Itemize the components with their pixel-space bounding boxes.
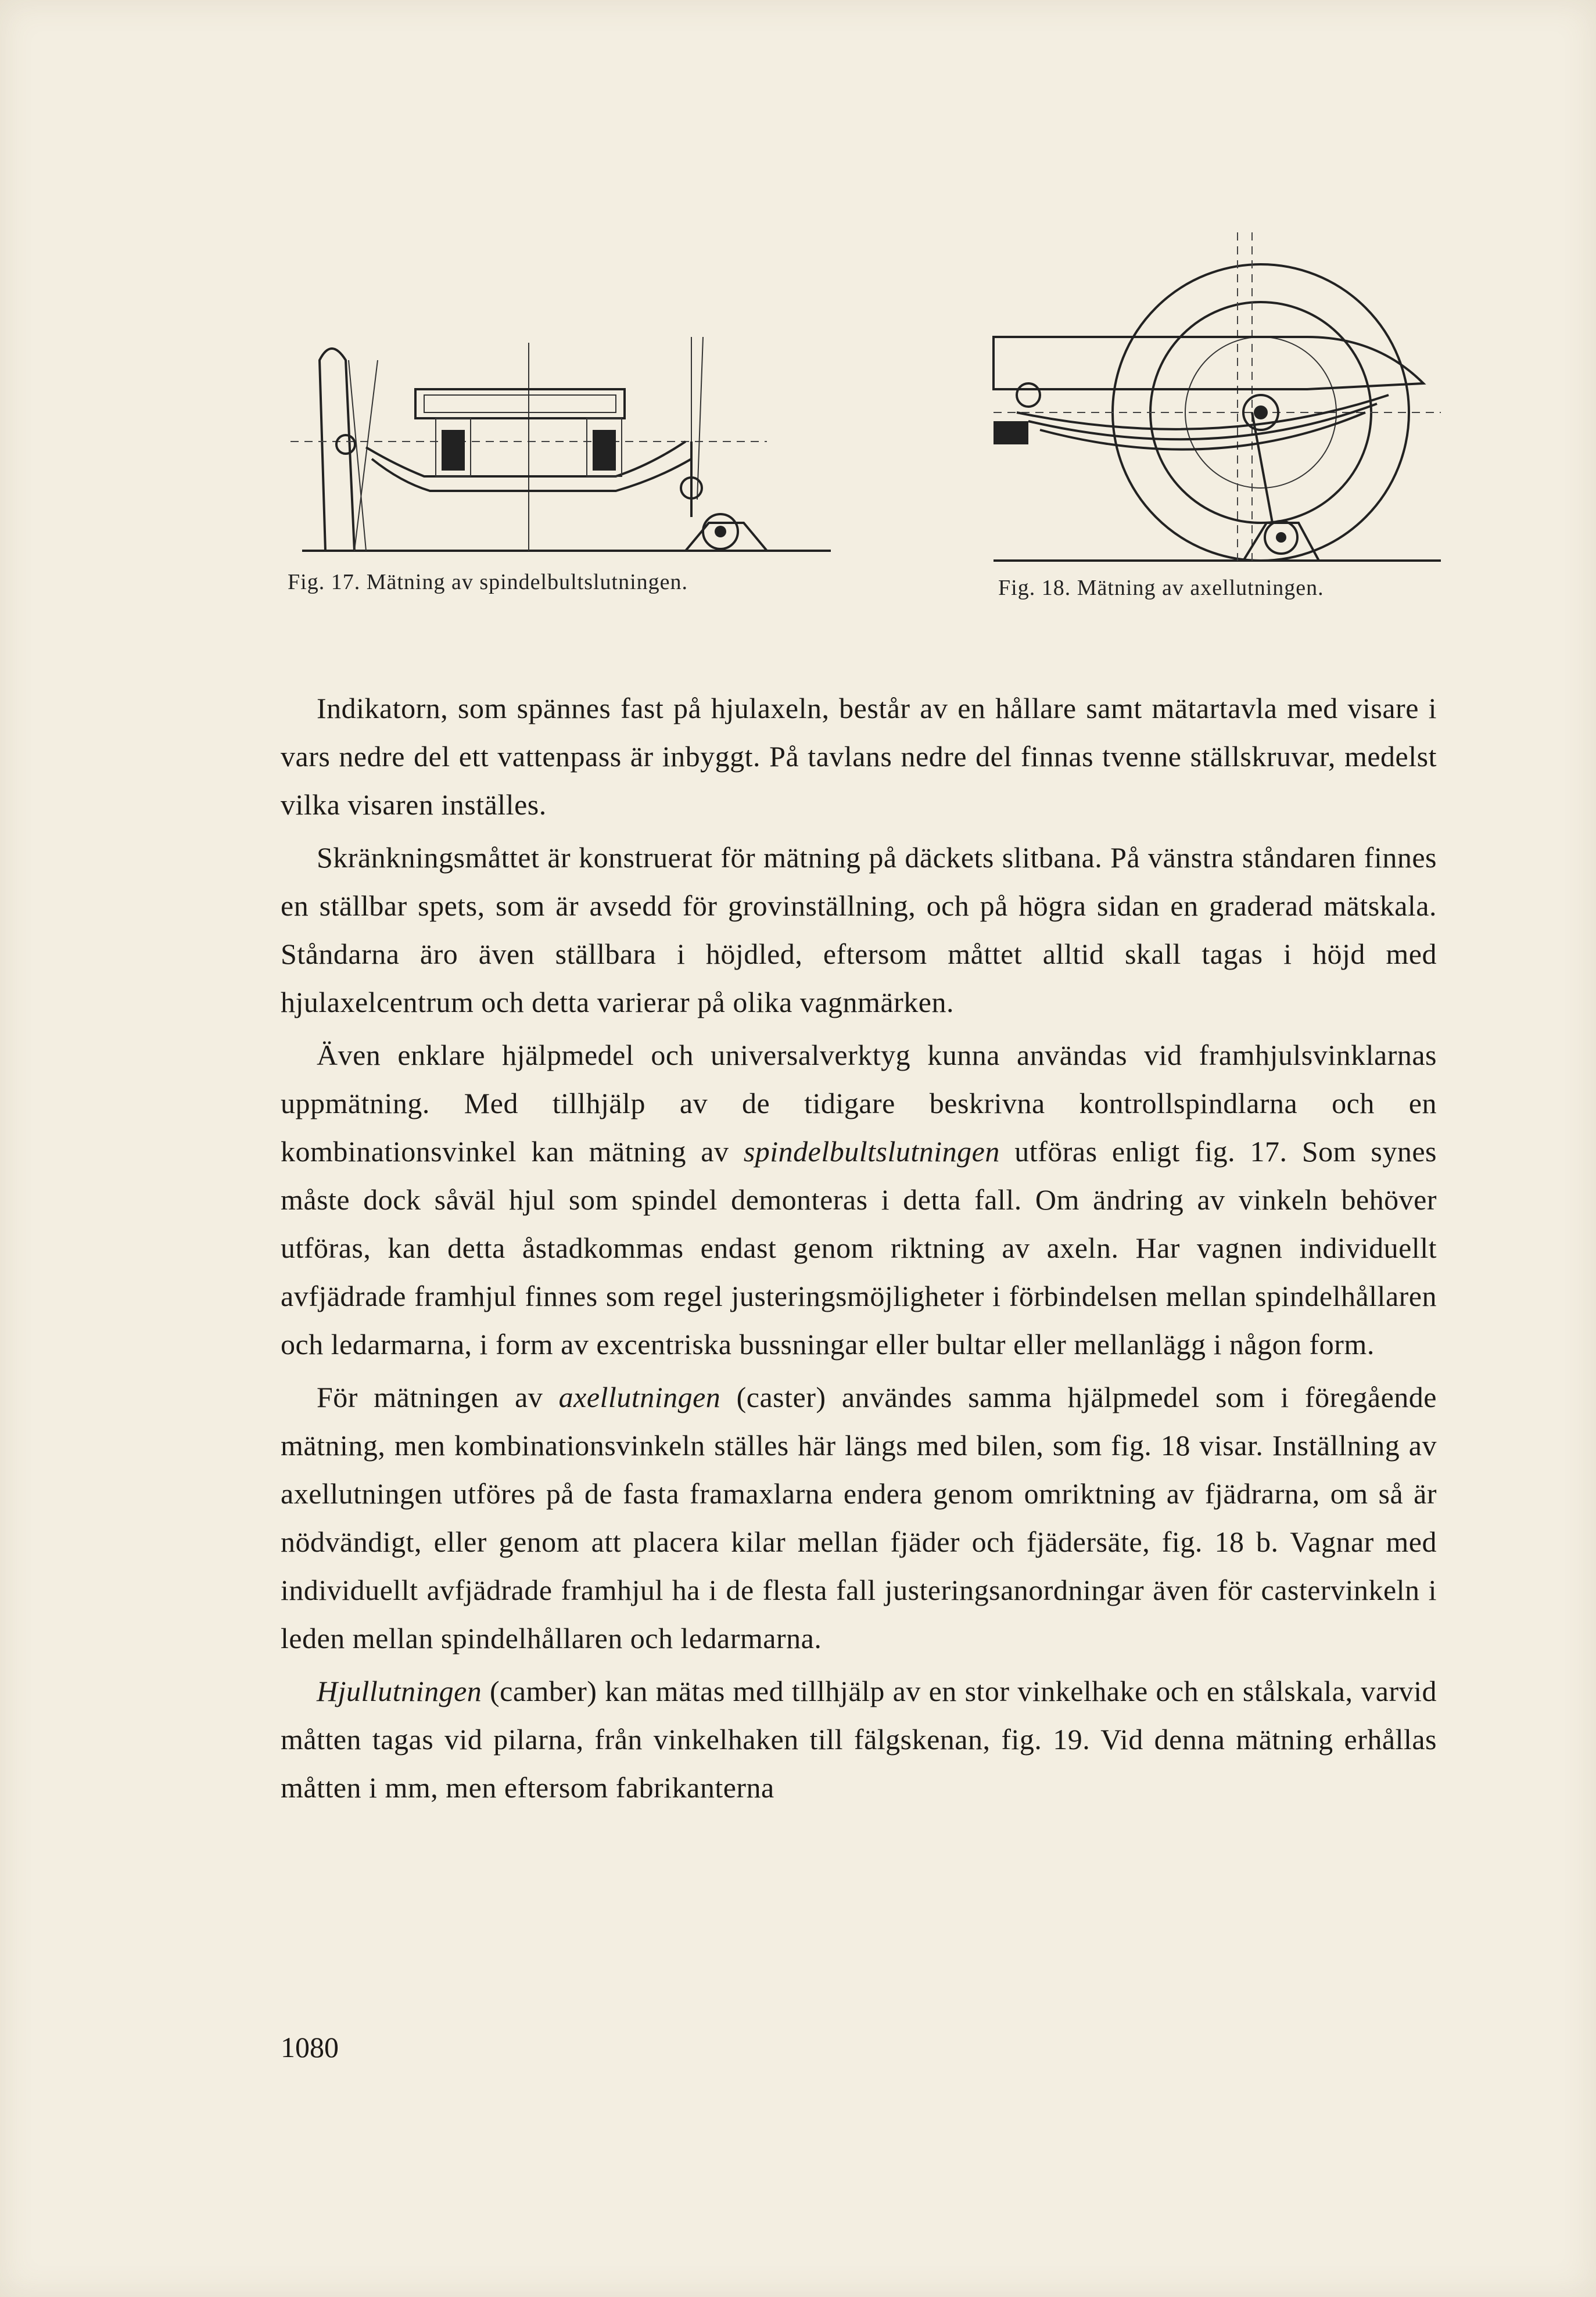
paragraph-text: (caster) användes samma hjälpmedel som i föregående mätning, men kombinationsvinkeln ställes här längs med bilen, som fig. 18 visar. Inställning av axellutningen utföres på de fasta framaxlarna endera genom omriktning av fjädrarna, om så är nödvändigt, eller genom att placera kilar mellan fjäder och fjädersäte, fig. 18 b. Vagnar med individuellt avfjädrade framhjul ha i de flesta fall justeringsanordningar även för castervinkeln i leden mellan spindelhållaren och ledarmarna. — [281, 1381, 1437, 1654]
paragraph — [281, 1373, 1437, 1663]
figure-17-illustration — [290, 325, 837, 569]
paragraph-text: Skränkningsmåttet är konstruerat för mätning på däckets slitbana. På vänstra ståndaren finnes en ställbar spets, som är avsedd för grovinställning, och på högra sidan en graderad mätskala. Ståndarna äro även ställbara i höjdled, eftersom måttet alltid skall tagas i höjd med hjulaxelcentrum och detta varierar på olika vagnmärken. — [281, 841, 1437, 1018]
front-axle-drawing — [290, 325, 837, 569]
paragraph-text: Indikatorn, som spännes fast på hjulaxeln, består av en hållare samt mätartavla med visare i vars nedre del ett vattenpass är inbyggt. På tavlans nedre del finnas tvenne ställskruvar, medelst vilka visaren inställes. — [281, 692, 1437, 821]
figure-17-caption: Fig. 17. Mätning av spindelbultslutningen. — [288, 570, 688, 594]
italic-term: spindelbultslutningen — [743, 1135, 1000, 1168]
italic-term: axellutningen — [558, 1381, 721, 1413]
italic-term: Hjullutningen — [317, 1675, 482, 1707]
paragraph — [281, 1031, 1437, 1369]
paragraph — [281, 1667, 1437, 1812]
figure-18-illustration — [982, 221, 1447, 569]
paragraph — [281, 684, 1437, 829]
paragraph-text: Även enklare hjälpmedel och universalverktyg kunna användas vid framhjulsvinklarnas uppmätning. Med tillhjälp av de tidigare beskrivna kontrollspindlarna och en kombinationsvinkel kan mätning av — [281, 1039, 1437, 1168]
paragraph-text: För mätningen av — [317, 1381, 559, 1413]
paragraph-text: utföras enligt fig. 17. Som synes måste dock såväl hjul som spindel demonteras i detta fall. Om ändring av vinkeln behöver utföras, kan detta åstadkommas endast genom riktning av axeln. Har vagnen individuellt avfjädrade framhjul finnes som regel justeringsmöjligheter i förbindelsen mellan spindelhållaren och ledarmarna, i form av excentriska bussningar eller bultar eller mellanlägg i någon form. — [281, 1135, 1437, 1361]
page-number: 1080 — [281, 2031, 339, 2063]
figure-18-caption: Fig. 18. Mätning av axellutningen. — [998, 576, 1324, 600]
paragraph — [281, 834, 1437, 1027]
caster-drawing — [982, 221, 1447, 569]
paragraph-text: (camber) kan mätas med tillhjälp av en stor vinkelhake och en stålskala, varvid måtten tagas vid pilarna, från vinkelhaken till fälgskenan, fig. 19. Vid denna mätning erhållas måtten i mm, men eftersom fabrikanterna — [281, 1675, 1437, 1804]
body-text — [281, 684, 1437, 1812]
